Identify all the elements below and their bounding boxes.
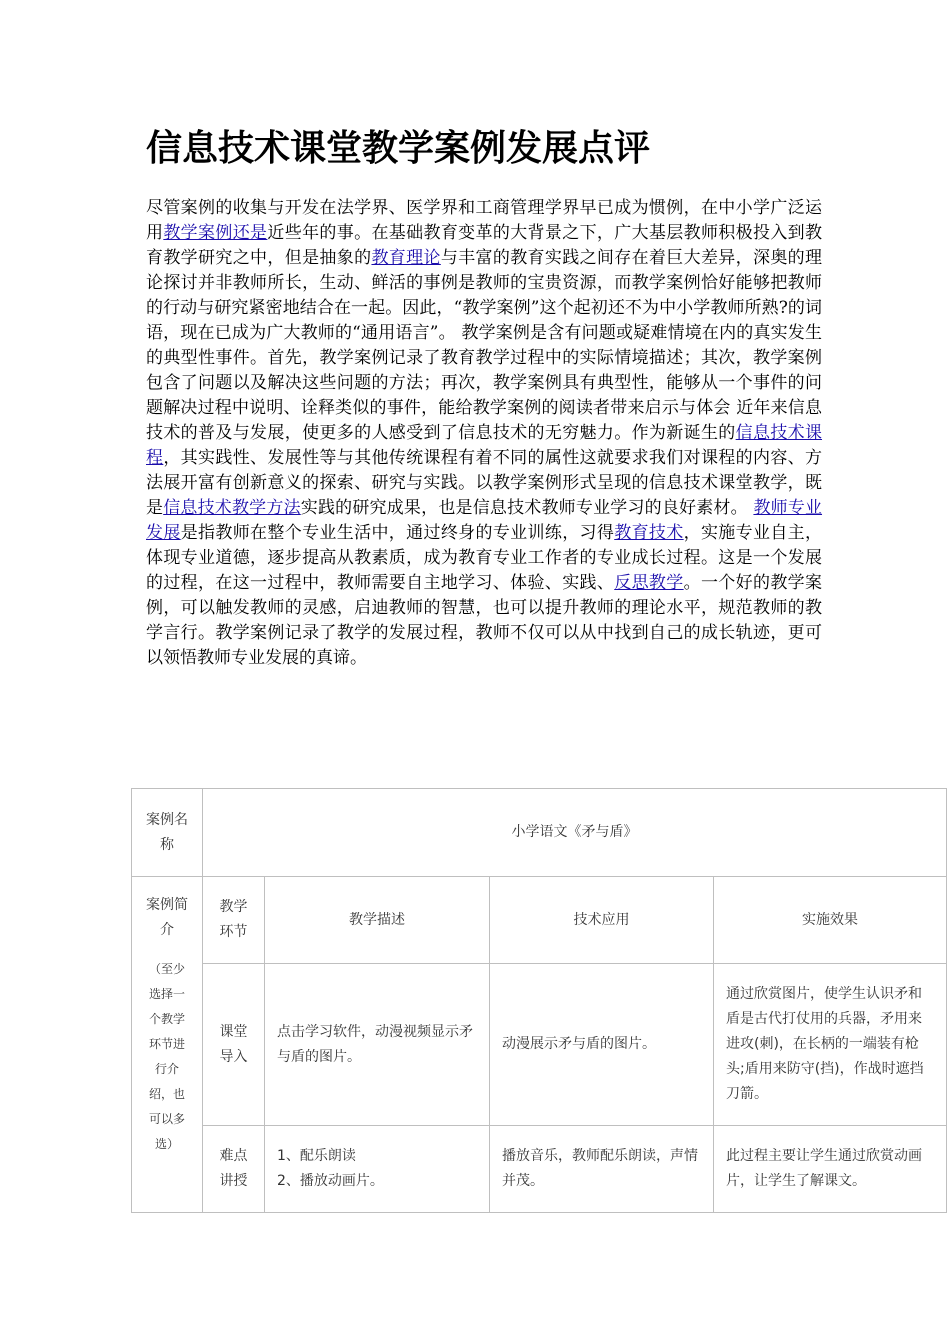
case-intro-label: 案例简介: [146, 897, 188, 938]
case-intro-cell: [132, 877, 203, 1213]
article-text: 是指教师在整个专业生活中，通过终身的专业训练，习得: [180, 523, 615, 543]
link-it-course[interactable]: 信息技术课程: [146, 423, 823, 468]
row-stage: 课堂导入: [203, 964, 265, 1126]
row-description: 1、配乐朗读 2、播放动画片。: [265, 1126, 490, 1213]
row-tech: 动漫展示矛与盾的图片。: [490, 964, 714, 1126]
link-teaching-case[interactable]: 教学案例还是: [163, 223, 268, 243]
article-text: 。一个好的教学案例，可以触发教师的灵感，启迪教师的智慧，也可以提升教师的理论水平，规范教师的教学言行。教学案例记录了教学的发展过程，教师不仅可以从中找到自己的成长轨迹，更可以领悟教师专业发展的真谛。: [146, 573, 823, 668]
article-text: 近些年的事。在基础教育变革的大背景之下，广大基层教师积极投入到教育教学研究之中，但是抽象的: [146, 223, 823, 268]
link-teacher-development[interactable]: 教师专业发展: [146, 498, 823, 543]
table-row: [132, 877, 947, 964]
header-stage: 教学环节: [203, 877, 265, 964]
header-effect: 实施效果: [714, 877, 947, 964]
article-text: ，其实践性、发展性等与其他传统课程有着不同的属性这就要求我们对课程的内容、方法展开富有创新意义的探索、研究与实践。以教学案例形式呈现的信息技术课堂教学，既是: [146, 448, 822, 518]
row-tech: 播放音乐，教师配乐朗读，声情并茂。: [490, 1126, 714, 1213]
case-table: [131, 788, 947, 1213]
table-row: [132, 964, 947, 1126]
link-it-teaching-method[interactable]: 信息技术教学方法: [163, 498, 301, 518]
row-stage: 难点讲授: [203, 1126, 265, 1213]
case-name-label: 案例名称: [132, 789, 203, 877]
link-reflective-teaching[interactable]: 反思教学: [614, 573, 684, 593]
article-body: [146, 196, 822, 671]
table-row: [132, 789, 947, 877]
article-text: 与丰富的教育实践之间存在着巨大差异，深奥的理论探讨并非教师所长，生动、鲜活的事例是教师的宝贵资源，而教学案例恰好能够把教师的行动与研究紧密地结合在一起。因此，“教学案例”这个起初还不为中小学教师所熟?的词语，现在已成为广大教师的“通用语言”。 教学案例是含有问题或疑难情境在内的真实发生的典型性事件。首先，教学案例记录了教育教学过程中的实际情境描述；其次，教学案例包含了问题以及解决这些问题的方法；再次，教学案例具有典型性，能够从一个事件的问题解决过程中说明、诠释类似的事件，能给教学案例的阅读者带来启示与体会 近年来信息技术的普及与发展，使更多的人感受到了信息技术的无穷魅力。作为新诞生的: [146, 248, 823, 443]
table-row: [132, 1126, 947, 1213]
row-description: 点击学习软件，动漫视频显示矛与盾的图片。: [265, 964, 490, 1126]
link-education-tech[interactable]: 教育技术: [614, 523, 684, 543]
page-title: 信息技术课堂教学案例发展点评: [146, 128, 651, 169]
header-description: 教学描述: [265, 877, 490, 964]
article-text: ，实施专业自主，体现专业道德，逐步提高从教素质，成为教育专业工作者的专业成长过程。这是一个发展的过程，在这一过程中，教师需要自主地学习、体验、实践、: [146, 523, 823, 593]
case-name-value: 小学语文《矛与盾》: [203, 789, 947, 877]
case-intro-note: （至少选择一个教学环节进行介绍，也可以多选）: [148, 962, 185, 1151]
article-text: 尽管案例的收集与开发在法学界、医学界和工商管理学界早已成为惯例，在中小学广泛运用: [146, 198, 822, 243]
link-education-theory[interactable]: 教育理论: [371, 248, 441, 268]
row-effect: 通过欣赏图片，使学生认识矛和盾是古代打仗用的兵器，矛用来进攻(刺)，在长柄的一端装有枪头;盾用来防守(挡)，作战时遮挡刀箭。: [714, 964, 947, 1126]
header-tech: 技术应用: [490, 877, 714, 964]
row-effect: 此过程主要让学生通过欣赏动画片，让学生了解课文。: [714, 1126, 947, 1213]
article-text: 实践的研究成果，也是信息技术教师专业学习的良好素材。: [300, 498, 754, 518]
